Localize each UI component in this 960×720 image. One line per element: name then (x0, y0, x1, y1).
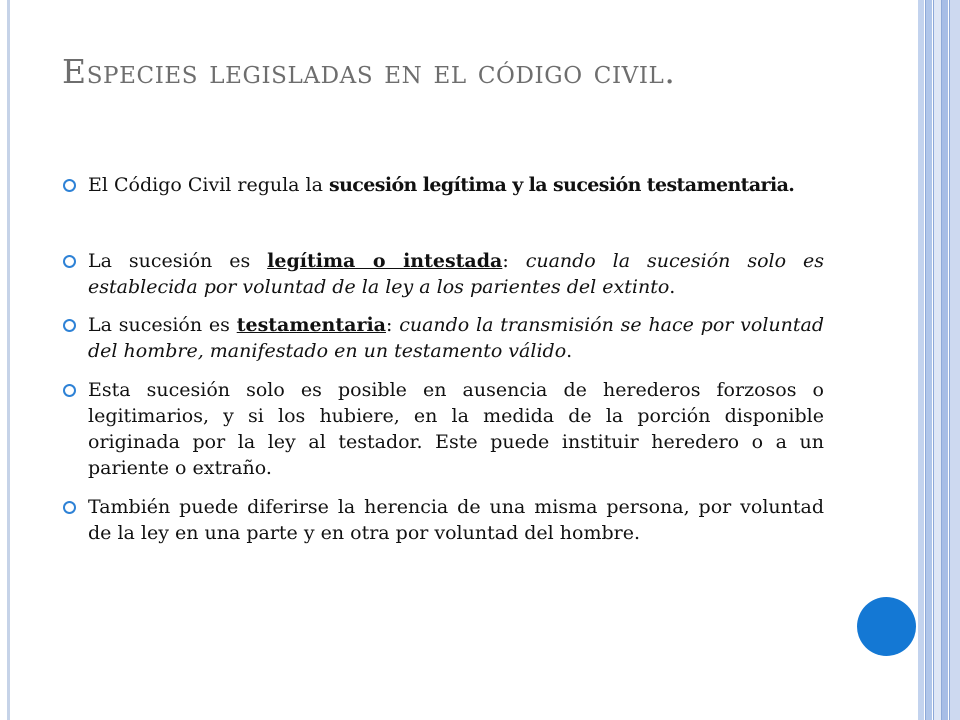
bullet-end: . (669, 276, 676, 298)
right-band-divider (949, 0, 950, 720)
bullet-colon: : (386, 314, 400, 336)
bullet-text: También puede diferirse la herencia de una misma persona, por voluntad de la ley en una parte y en otra por voluntad del hombre. (88, 496, 824, 544)
bullet-text: La sucesión es (88, 250, 268, 272)
bullet-item (62, 312, 824, 364)
bullet-end: . (566, 340, 573, 362)
underlined-term: testamentaria (236, 314, 386, 336)
bullet-text: Esta sucesión solo es posible en ausencia de herederos forzosos o legitimarios, y si los hubiere, en la medida de la porción disponible originada por la ley al testador. Este puede instituir heredero o a un pariente o extraño. (88, 379, 824, 479)
left-border-line (7, 0, 10, 720)
bullet-text: El Código Civil regula la (88, 174, 329, 196)
bullet-item (62, 494, 824, 546)
circle-bullet-icon (63, 319, 76, 332)
bullet-bold-text: sucesión legítima y la sucesión testamentaria. (329, 174, 795, 196)
right-band-divider (941, 0, 942, 720)
right-band-divider (925, 0, 926, 720)
bullet-list (62, 172, 824, 546)
right-band-divider (933, 0, 934, 720)
underlined-term: legítima o intestada (267, 250, 503, 272)
circle-bullet-icon (63, 179, 76, 192)
bullet-item (62, 248, 824, 300)
bullet-colon: : (502, 250, 526, 272)
right-decorative-band (942, 0, 948, 720)
right-decorative-band (918, 0, 924, 720)
bullet-italic-text: cuando la sucesión solo es establecida por voluntad de la ley a los parientes del extinto (88, 250, 824, 298)
circle-bullet-icon (63, 384, 76, 397)
bullet-text: La sucesión es (88, 314, 237, 336)
right-decorative-band (950, 0, 960, 720)
right-decorative-band (926, 0, 932, 720)
bullet-item (62, 172, 824, 198)
circle-bullet-icon (63, 255, 76, 268)
bullet-item (62, 377, 824, 481)
slide-title: Especies legisladas en el código civil. (62, 52, 676, 91)
circle-bullet-icon (63, 501, 76, 514)
accent-circle (857, 597, 916, 656)
bullet-italic-text: cuando la transmisión se hace por voluntad del hombre, manifestado en un testamento válido (88, 314, 825, 362)
